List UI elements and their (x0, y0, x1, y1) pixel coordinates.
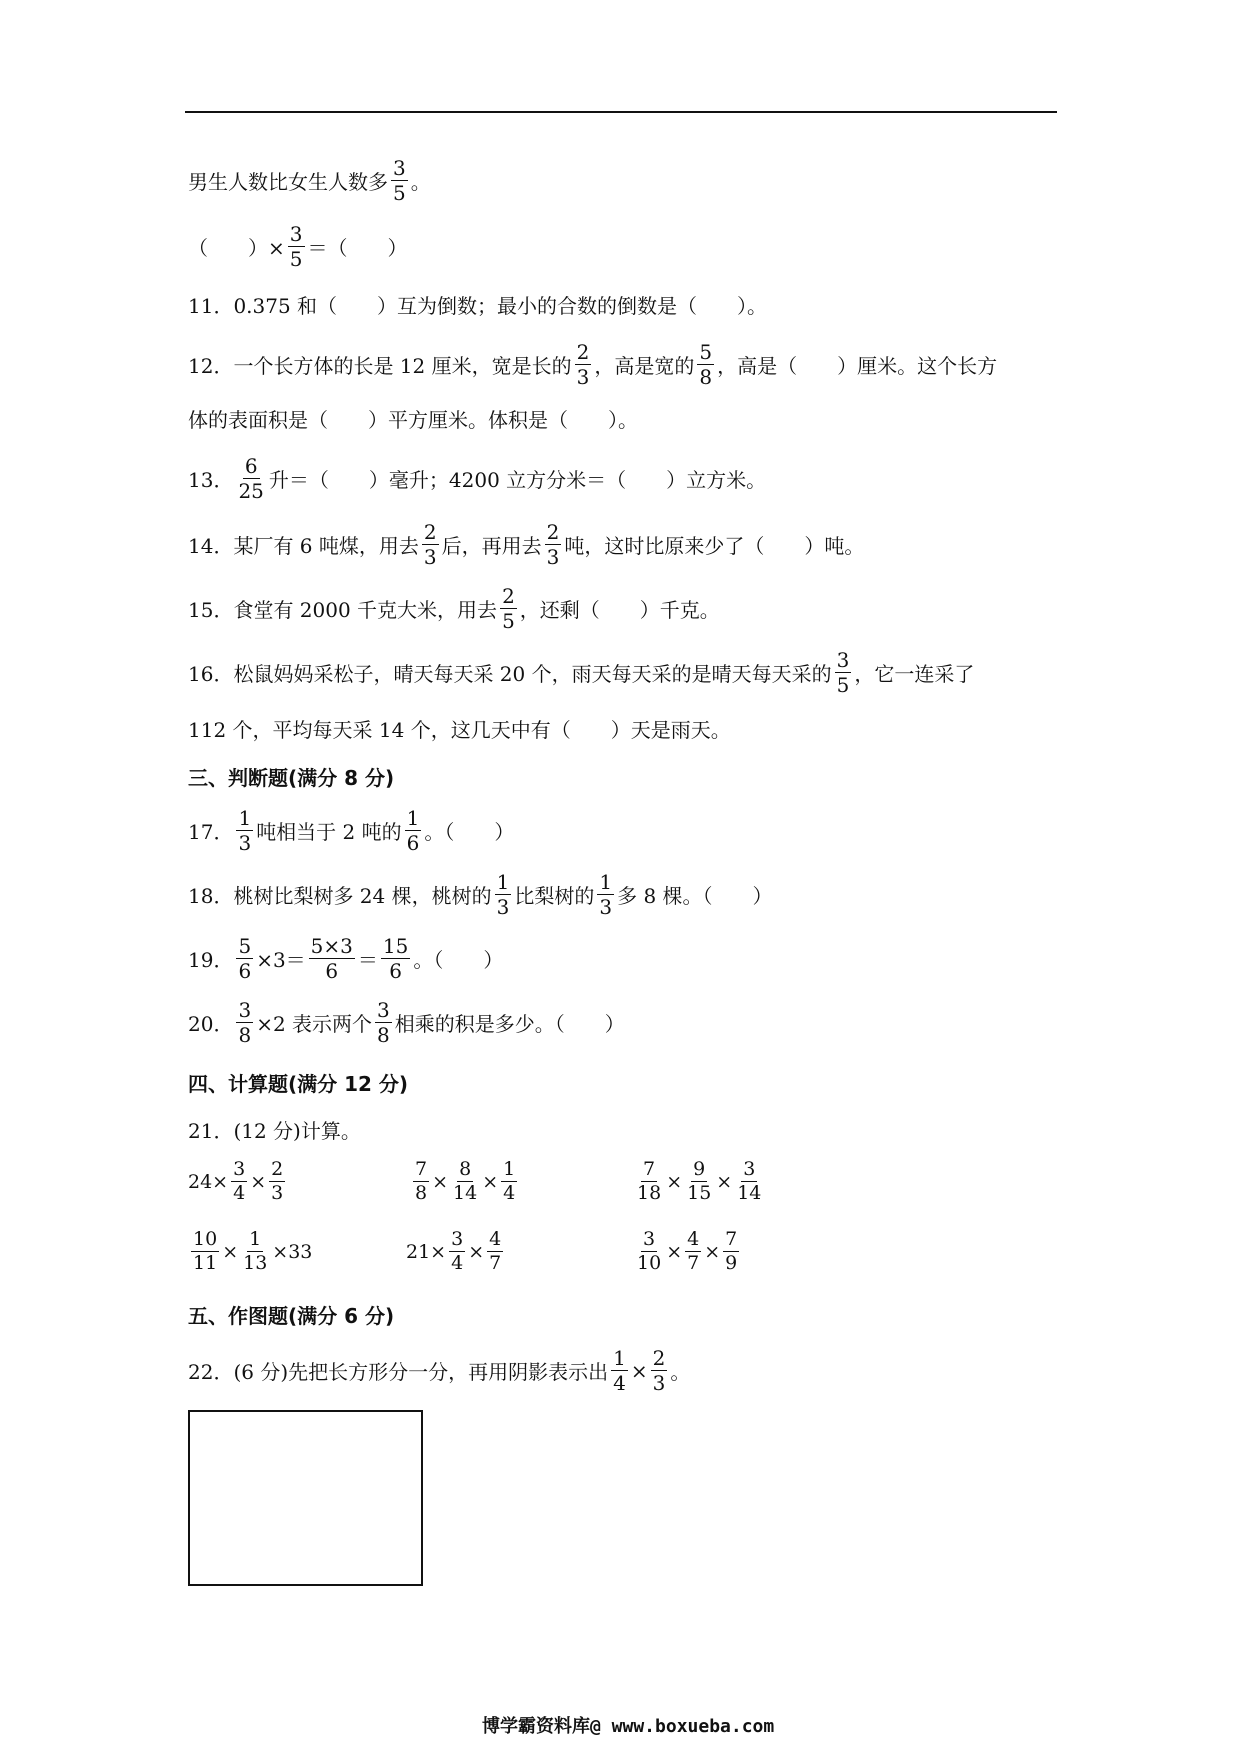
text: 14．某厂有 6 吨煤，用去 (188, 534, 419, 558)
fraction: $\frac{7}{18}$ (637, 1158, 662, 1204)
text: ，高是（ ）厘米。这个长方 (717, 354, 998, 378)
footer-watermark: 博学霸资料库@ www.boxueba.com (482, 1716, 775, 1737)
text: 19． (188, 948, 234, 972)
text: × (630, 1358, 648, 1383)
text: ，高是宽的 (594, 354, 695, 378)
text: ×3＝ (256, 948, 306, 972)
drawing-rectangle (188, 1410, 423, 1586)
question-22 (188, 1348, 690, 1393)
text: ，还剩（ ）千克。 (519, 598, 720, 622)
question-13 (188, 456, 766, 501)
text: ＝（ ） (307, 236, 408, 260)
text-line (188, 224, 408, 269)
fraction: $\frac{2}{5}$ (502, 584, 515, 633)
fraction: $\frac{1}{4}$ (613, 1346, 626, 1395)
fraction: $\frac{1}{3}$ (599, 870, 613, 919)
fraction: $\frac{3}{8}$ (238, 998, 252, 1047)
fraction: $\frac{2}{3}$ (546, 520, 560, 569)
fraction: $\frac{5\times 3}{6}$ (310, 934, 353, 983)
calc-item-1 (188, 1160, 288, 1203)
calc-item-2 (410, 1160, 520, 1203)
text: 16．松鼠妈妈采松子，晴天每天采 20 个，雨天每天采的是晴天每天采的 (188, 662, 832, 686)
fraction: $\frac{5}{6}$ (238, 934, 252, 983)
text: × (666, 1170, 683, 1193)
text: 12．一个长方体的长是 12 厘米，宽是长的 (188, 354, 572, 378)
fraction: $\frac{15}{6}$ (382, 934, 409, 983)
text: × (468, 1240, 485, 1263)
question-17 (188, 808, 514, 853)
fraction: $\frac{3}{5}$ (393, 156, 406, 205)
text: × (250, 1170, 267, 1193)
fraction: $\frac{3}{5}$ (836, 648, 850, 697)
text: × (704, 1240, 721, 1263)
text: 。 (670, 1360, 691, 1384)
fraction: $\frac{7}{8}$ (415, 1158, 428, 1204)
text-line (188, 158, 431, 203)
fraction: $\frac{1}{13}$ (243, 1228, 268, 1274)
fraction: $\frac{1}{3}$ (496, 870, 510, 919)
fraction: $\frac{3}{14}$ (737, 1158, 762, 1204)
text: ，它一连采了 (854, 662, 975, 686)
text: 。（ ） (413, 948, 504, 972)
question-11 (188, 290, 767, 319)
fraction: $\frac{5}{8}$ (699, 340, 713, 389)
calc-item-5 (406, 1230, 506, 1273)
fraction: $\frac{3}{8}$ (377, 998, 390, 1047)
text: 18．桃树比梨树多 24 棵，桃树的 (188, 884, 492, 908)
text: 21．(12 分)计算。 (188, 1119, 361, 1143)
fraction: $\frac{1}{6}$ (406, 806, 420, 855)
fraction: $\frac{2}{3}$ (271, 1158, 284, 1204)
fraction: $\frac{6}{25}$ (238, 454, 264, 503)
text: 11．0.375 和（ ）互为倒数；最小的合数的倒数是（ ）。 (188, 294, 768, 318)
text: ×2 表示两个 (256, 1012, 373, 1036)
text: 15．食堂有 2000 千克大米，用去 (188, 598, 498, 622)
text: × (716, 1170, 733, 1193)
text: 24× (188, 1170, 229, 1193)
question-12 (188, 342, 997, 387)
text: 男生人数比女生人数多 (188, 170, 388, 194)
text: 21× (406, 1240, 447, 1263)
text: ×33 (272, 1240, 313, 1263)
text: 。（ ） (424, 820, 515, 844)
calc-item-4 (188, 1230, 312, 1273)
calc-item-6 (632, 1230, 742, 1273)
text: × (432, 1170, 449, 1193)
fraction: $\frac{3}{5}$ (289, 222, 303, 271)
text: 升＝（ ）毫升；4200 立方分米＝（ ）立方米。 (268, 468, 767, 492)
text: × (482, 1170, 499, 1193)
fraction: $\frac{2}{3}$ (423, 520, 437, 569)
text: 20． (188, 1012, 234, 1036)
header-rule (185, 111, 1057, 113)
question-16-cont (188, 714, 731, 743)
fraction: $\frac{8}{14}$ (453, 1158, 478, 1204)
text: （ ）× (188, 236, 285, 260)
section-heading-3: 三、判断题(满分 8 分) (188, 766, 395, 790)
text: × (222, 1240, 239, 1263)
question-19 (188, 936, 503, 981)
text: 13． (188, 468, 234, 492)
fraction: $\frac{7}{9}$ (725, 1228, 738, 1274)
fraction: $\frac{2}{3}$ (576, 340, 590, 389)
text: 体的表面积是（ ）平方厘米。体积是（ ）。 (188, 408, 638, 432)
fraction: $\frac{3}{4}$ (233, 1158, 246, 1204)
question-21 (188, 1115, 361, 1144)
section-heading-5: 五、作图题(满分 6 分) (188, 1304, 395, 1328)
fraction: $\frac{4}{7}$ (489, 1228, 502, 1274)
text: 相乘的积是多少。（ ） (394, 1012, 625, 1036)
text: 17． (188, 820, 234, 844)
question-18 (188, 872, 773, 917)
question-15 (188, 586, 720, 631)
text: 112 个，平均每天采 14 个，这几天中有（ ）天是雨天。 (188, 718, 731, 742)
text: × (666, 1240, 683, 1263)
text: 吨，这时比原来少了（ ）吨。 (564, 534, 865, 558)
text: 后，再用去 (441, 534, 542, 558)
fraction: $\frac{3}{4}$ (451, 1228, 464, 1274)
question-16 (188, 650, 974, 695)
text: 比梨树的 (514, 884, 595, 908)
calc-item-3 (632, 1160, 766, 1203)
fraction: $\frac{2}{3}$ (652, 1346, 666, 1395)
text: ＝ (357, 948, 378, 972)
text: 。 (410, 170, 431, 194)
text: 多 8 棵。（ ） (617, 884, 773, 908)
fraction: $\frac{10}{11}$ (193, 1228, 218, 1274)
fraction: $\frac{3}{10}$ (637, 1228, 662, 1274)
fraction: $\frac{1}{3}$ (238, 806, 252, 855)
text: 吨相当于 2 吨的 (256, 820, 402, 844)
text: 22．(6 分)先把长方形分一分，再用阴影表示出 (188, 1360, 609, 1384)
fraction: $\frac{4}{7}$ (687, 1228, 700, 1274)
section-heading-4: 四、计算题(满分 12 分) (188, 1072, 409, 1096)
fraction: $\frac{9}{15}$ (687, 1158, 712, 1204)
question-12-cont (188, 404, 638, 433)
question-20 (188, 1000, 625, 1045)
question-14 (188, 522, 864, 567)
fraction: $\frac{1}{4}$ (503, 1158, 516, 1204)
